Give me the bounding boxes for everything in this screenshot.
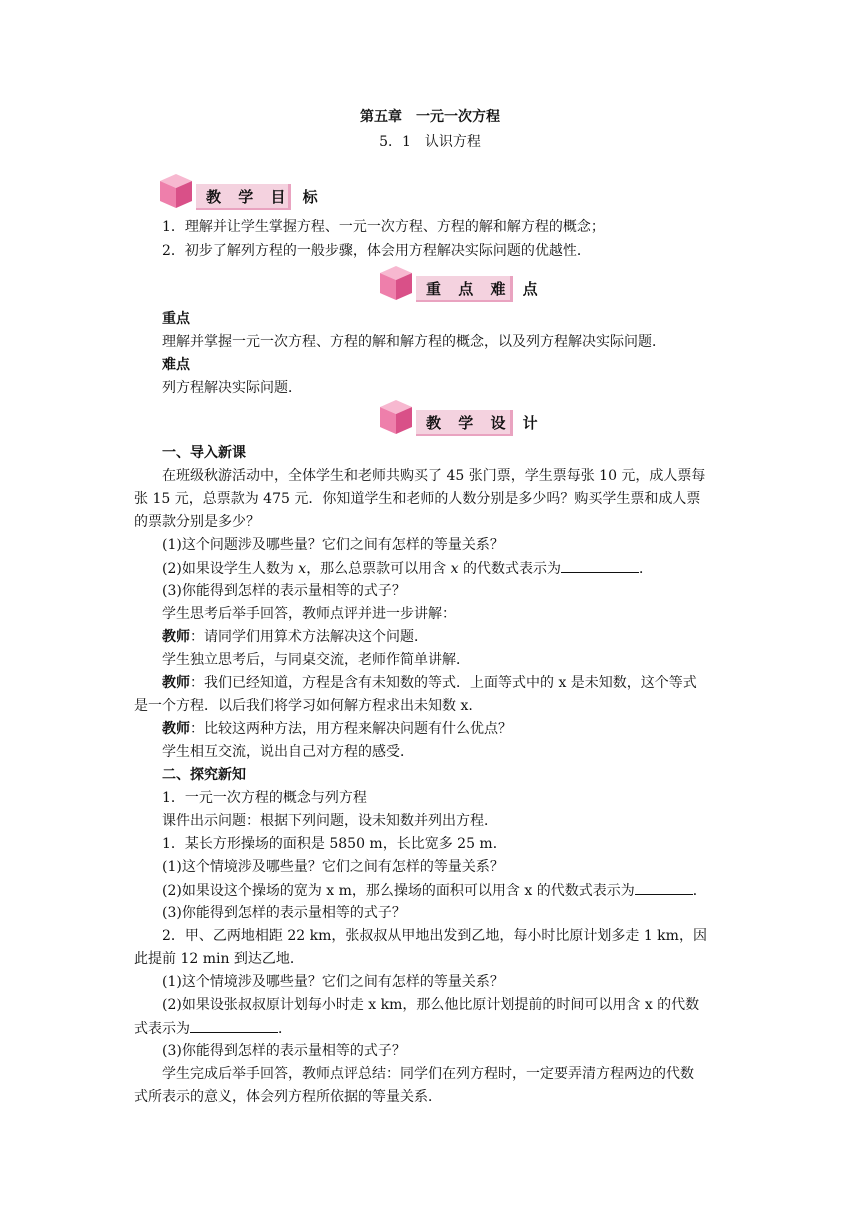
courseware-line: 课件出示问题：根据下列问题，设未知数并列出方程． [162, 813, 498, 829]
teacher-line-1 [162, 627, 428, 647]
q-end: ． [278, 1021, 292, 1037]
intro-line-1: 在班级秋游活动中，全体学生和老师共购买了 45 张门票，学生票每张 10 元，成人票每 [162, 468, 706, 484]
teacher-label: 教师 [162, 721, 190, 737]
part2-title: 二、探究新知 [162, 767, 246, 783]
difficulty-title: 难点 [162, 357, 190, 373]
banner-design-label: 教 学 设 计 [426, 414, 544, 432]
problem-2-q2: (2)如果设张叔叔原计划每小时走 x km，那么他比原计划提前的时间可以用含 x 的代数 [162, 997, 700, 1013]
teacher-text: ：比较这两种方法，用方程来解决问题有什么优点？ [190, 721, 512, 737]
section-title: 5．1 认识方程 [379, 134, 481, 150]
problem-2-q2-cont [134, 1018, 292, 1039]
banner-keypoints [378, 264, 544, 304]
banner-design [378, 398, 544, 438]
q2-middle: ，那么总票款可以用含 [306, 561, 451, 577]
q2-prefix: (2)如果设学生人数为 [162, 561, 299, 577]
student-discuss: 学生独立思考后，与同桌交流，老师作简单讲解． [162, 652, 470, 668]
teacher-line-2 [162, 673, 697, 693]
teacher-line-2-cont: 是一个方程．以后我们将学习如何解方程求出未知数 x. [134, 698, 473, 714]
problem-2-q3: (3)你能得到怎样的表示量相等的式子？ [162, 1043, 406, 1059]
q-text: (2)如果设这个操场的宽为 x m，那么操场的面积可以用含 x 的代数式表示为 [162, 883, 635, 899]
problem-2-line-2: 此提前 12 min 到达乙地． [134, 951, 304, 967]
banner-keypoints-label: 重 点 难 点 [426, 280, 544, 298]
cube-icon [158, 172, 198, 214]
problem-1-q2 [162, 880, 707, 901]
part1-title: 一、导入新课 [162, 445, 246, 461]
key-title: 重点 [162, 311, 190, 327]
q2-end: ． [639, 561, 653, 577]
difficulty-text: 列方程解决实际问题． [162, 380, 302, 396]
q2-suffix: 的代数式表示为 [458, 561, 561, 577]
summary-line-2: 式所表示的意义，体会列方程所依据的等量关系． [134, 1089, 442, 1105]
summary-line-1: 学生完成后举手回答，教师点评总结：同学们在列方程时，一定要弄清方程两边的代数 [162, 1066, 694, 1082]
answer-blank[interactable] [561, 558, 639, 573]
key-text: 理解并掌握一元一次方程、方程的解和解方程的概念，以及列方程解决实际问题． [162, 334, 666, 350]
q-text: 式表示为 [134, 1021, 190, 1037]
cube-icon [378, 264, 418, 306]
problem-1: 1．某长方形操场的面积是 5850 m，长比宽多 25 m． [162, 836, 507, 852]
goal-1: 1．理解并让学生掌握方程、一元一次方程、方程的解和解方程的概念； [162, 219, 605, 235]
student-share: 学生相互交流，说出自己对方程的感受． [162, 744, 414, 760]
problem-1-q3: (3)你能得到怎样的表示量相等的式子？ [162, 905, 406, 921]
answer-blank[interactable] [635, 880, 693, 895]
q-end: ． [692, 883, 707, 899]
problem-2-q1: (1)这个情境涉及哪些量？它们之间有怎样的等量关系？ [162, 974, 504, 990]
q2-variable-2: x [450, 561, 459, 577]
question-3: (3)你能得到怎样的表示量相等的式子？ [162, 583, 406, 599]
answer-blank[interactable] [190, 1018, 278, 1033]
q2-variable: x [298, 561, 307, 577]
problem-2-line-1: 2．甲、乙两地相距 22 km，张叔叔从甲地出发到乙地，每小时比原计划多走 1 km，因 [162, 928, 707, 944]
intro-line-2: 张 15 元，总票款为 475 元．你知道学生和老师的人数分别是多少吗？购买学生票和成人票 [134, 491, 701, 507]
teacher-label: 教师 [162, 629, 190, 645]
question-2 [162, 558, 653, 579]
question-1: (1)这个问题涉及哪些量？它们之间有怎样的等量关系？ [162, 537, 504, 553]
teacher-label: 教师 [162, 675, 190, 691]
teacher-text: ：请同学们用算术方法解决这个问题． [190, 629, 428, 645]
student-think: 学生思考后举手回答，教师点评并进一步讲解： [162, 606, 456, 622]
intro-line-3: 的票款分别是多少？ [134, 514, 260, 530]
problem-1-q1: (1)这个情境涉及哪些量？它们之间有怎样的等量关系？ [162, 859, 504, 875]
teacher-line-3 [162, 719, 512, 739]
teacher-text: ：我们已经知道，方程是含有未知数的等式．上面等式中的 x 是未知数，这个等式 [190, 675, 697, 691]
chapter-title: 第五章 一元一次方程 [360, 109, 500, 125]
subsection-1: 1．一元一次方程的概念与列方程 [162, 790, 367, 806]
banner-goals [158, 172, 324, 212]
cube-icon [378, 398, 418, 440]
goal-2: 2．初步了解列方程的一般步骤，体会用方程解决实际问题的优越性． [162, 243, 591, 259]
banner-goals-label: 教 学 目 标 [206, 188, 324, 206]
